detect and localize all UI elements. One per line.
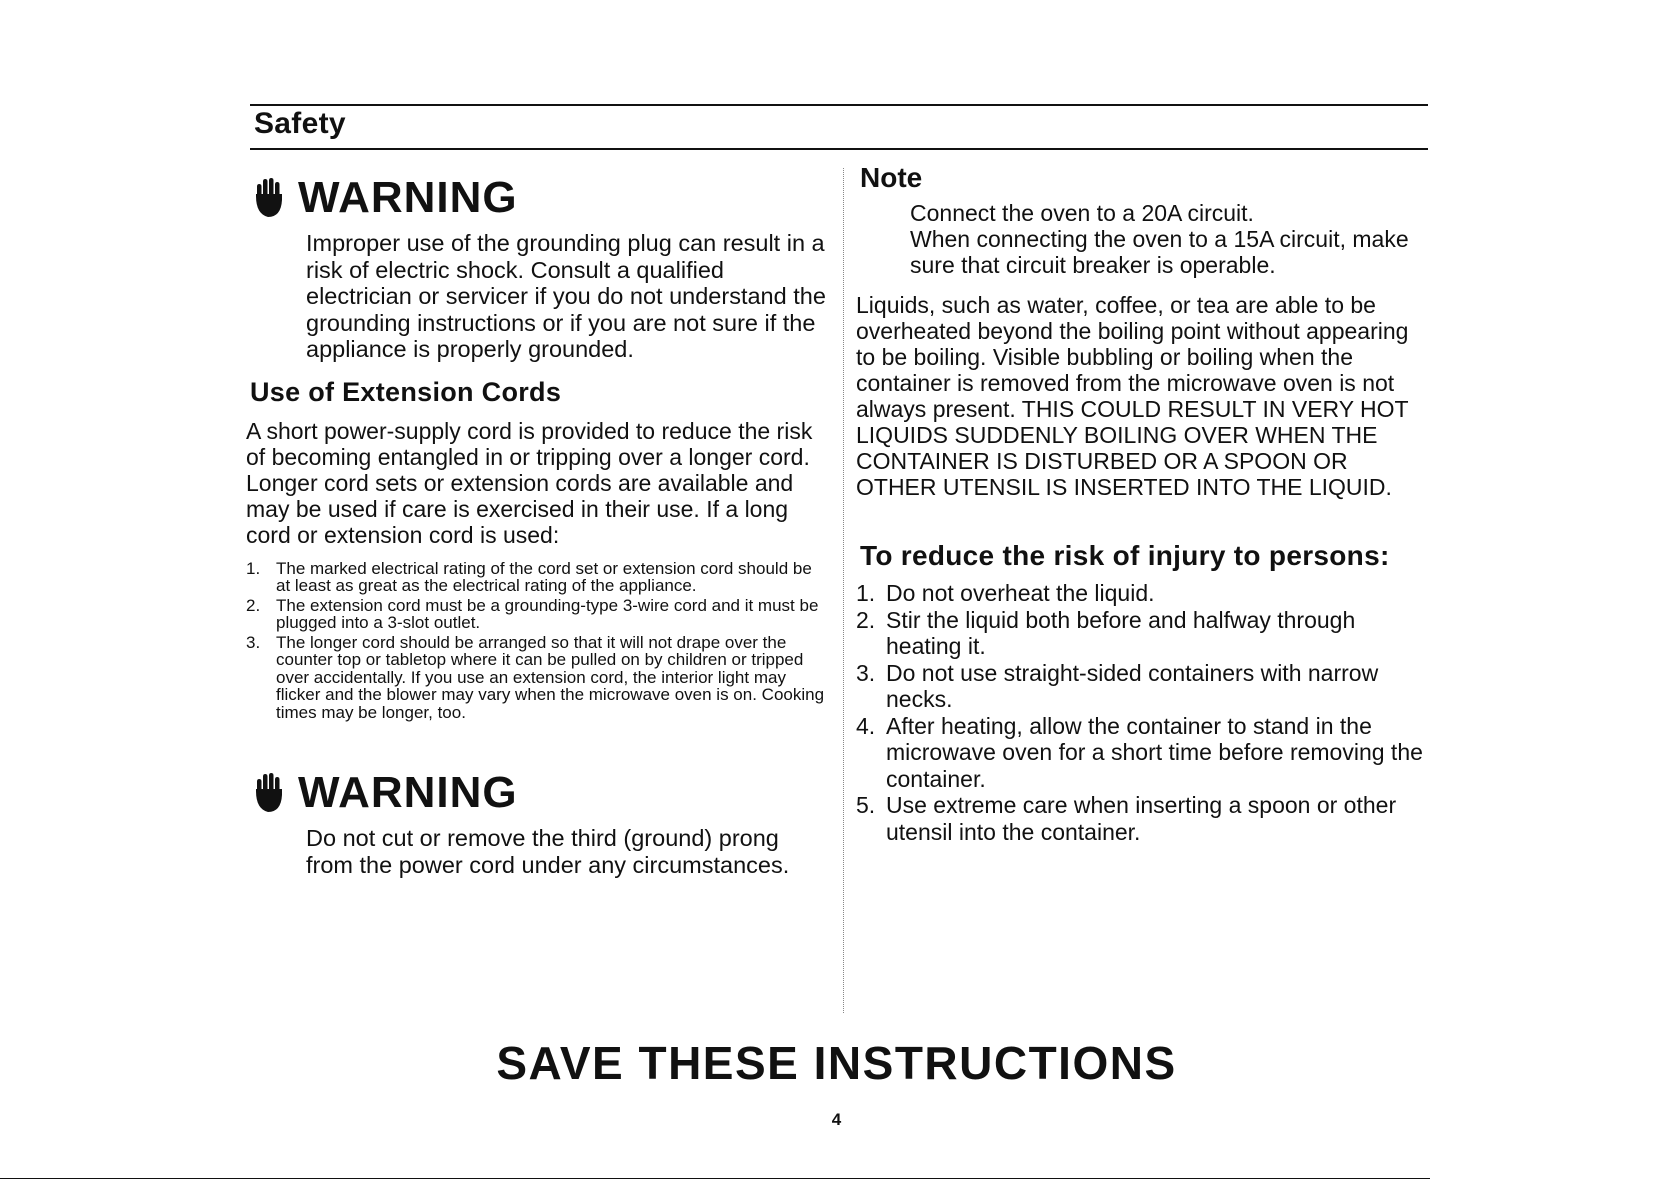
- extension-cords-heading: Use of Extension Cords: [250, 376, 562, 407]
- page-number: 4: [831, 1110, 842, 1129]
- warning-block-grounding: [246, 168, 826, 363]
- list-item: [856, 660, 1428, 713]
- warning-block-prong: [246, 763, 826, 878]
- warning-hand-icon: [254, 773, 284, 813]
- warning-header: [246, 763, 826, 823]
- bottom-rule: [0, 1178, 1430, 1179]
- extension-cord-list: [246, 560, 826, 722]
- list-number: 3.: [246, 632, 261, 652]
- list-number: 1.: [856, 580, 876, 606]
- list-item: [856, 607, 1428, 660]
- list-text: Stir the liquid both before and halfway through heating it.: [886, 606, 1356, 659]
- list-item: [856, 713, 1428, 793]
- note-line-20a: Connect the oven to a 20A circuit.: [910, 200, 1254, 226]
- save-instructions-title: SAVE THESE INSTRUCTIONS: [496, 1037, 1177, 1089]
- column-divider: [843, 168, 844, 1013]
- warning-hand-icon: [254, 178, 284, 218]
- list-number: 1.: [246, 558, 261, 578]
- list-text: The marked electrical rating of the cord set or extension cord should be at least as great as the electrical rating of the appliance.: [276, 558, 812, 595]
- list-text: After heating, allow the container to stand in the microwave oven for a short time before removing the container.: [886, 712, 1423, 792]
- list-text: Do not use straight-sided containers with narrow necks.: [886, 659, 1379, 712]
- list-item: [856, 792, 1428, 845]
- risk-heading: To reduce the risk of injury to persons:: [860, 540, 1390, 571]
- top-rule: [250, 104, 1428, 106]
- warning-header: [246, 168, 826, 228]
- list-text: The extension cord must be a grounding-type 3-wire cord and it must be plugged into a 3-slot outlet.: [276, 595, 819, 632]
- right-column: [856, 162, 1428, 845]
- left-column: [246, 168, 826, 878]
- list-item: [856, 580, 1428, 607]
- list-text: Do not overheat the liquid.: [886, 580, 1155, 606]
- liquids-paragraph: Liquids, such as water, coffee, or tea are able to be overheated beyond the boiling point without appearing to be boiling. Visible bubbling or boiling when the container is removed from the microwave oven is not always present. THIS COULD RESULT IN VERY HOT LIQUIDS SUDDENLY BOILING OVER WHEN THE CONTAINER IS DISTURBED OR A SPOON OR OTHER UTENSIL IS INSERTED INTO THE LIQUID.: [856, 292, 1409, 500]
- note-line-15a: When connecting the oven to a 15A circuit, make sure that circuit breaker is operable.: [910, 226, 1409, 278]
- list-number: 4.: [856, 712, 876, 739]
- extension-cords-intro: A short power-supply cord is provided to reduce the risk of becoming entangled in or tripping over a longer cord. Longer cord sets or extension cords are available and may be used if care is exercised in their use. If a long cord or extension cord is used:: [246, 417, 813, 548]
- warning-text: Improper use of the grounding plug can result in a risk of electric shock. Consult a qualified electrician or servicer if you do not understand the grounding instructions or if you are not sure if the appliance is properly grounded.: [306, 230, 826, 362]
- list-item: [246, 597, 826, 632]
- list-text: The longer cord should be arranged so that it will not drape over the counter top or tabletop where it can be pulled on by children or tripped over accidentally. If you use an extension cord, the interior light may flicker and the blower may vary when the microwave oven is on. Cooking times may be longer, too.: [276, 632, 825, 722]
- list-number: 5.: [856, 792, 876, 818]
- list-item: [246, 634, 826, 722]
- header-rule: [250, 148, 1428, 150]
- note-heading: Note: [860, 162, 923, 193]
- list-text: Use extreme care when inserting a spoon or other utensil into the container.: [886, 792, 1397, 845]
- risk-list: [856, 580, 1428, 845]
- list-item: [246, 560, 826, 595]
- list-number: 2.: [856, 606, 876, 633]
- warning-text: Do not cut or remove the third (ground) prong from the power cord under any circumstances.: [306, 825, 790, 878]
- list-number: 2.: [246, 595, 261, 615]
- list-number: 3.: [856, 659, 876, 686]
- warning-title: WARNING: [298, 173, 518, 222]
- section-title: Safety: [254, 107, 346, 140]
- warning-title: WARNING: [298, 768, 518, 817]
